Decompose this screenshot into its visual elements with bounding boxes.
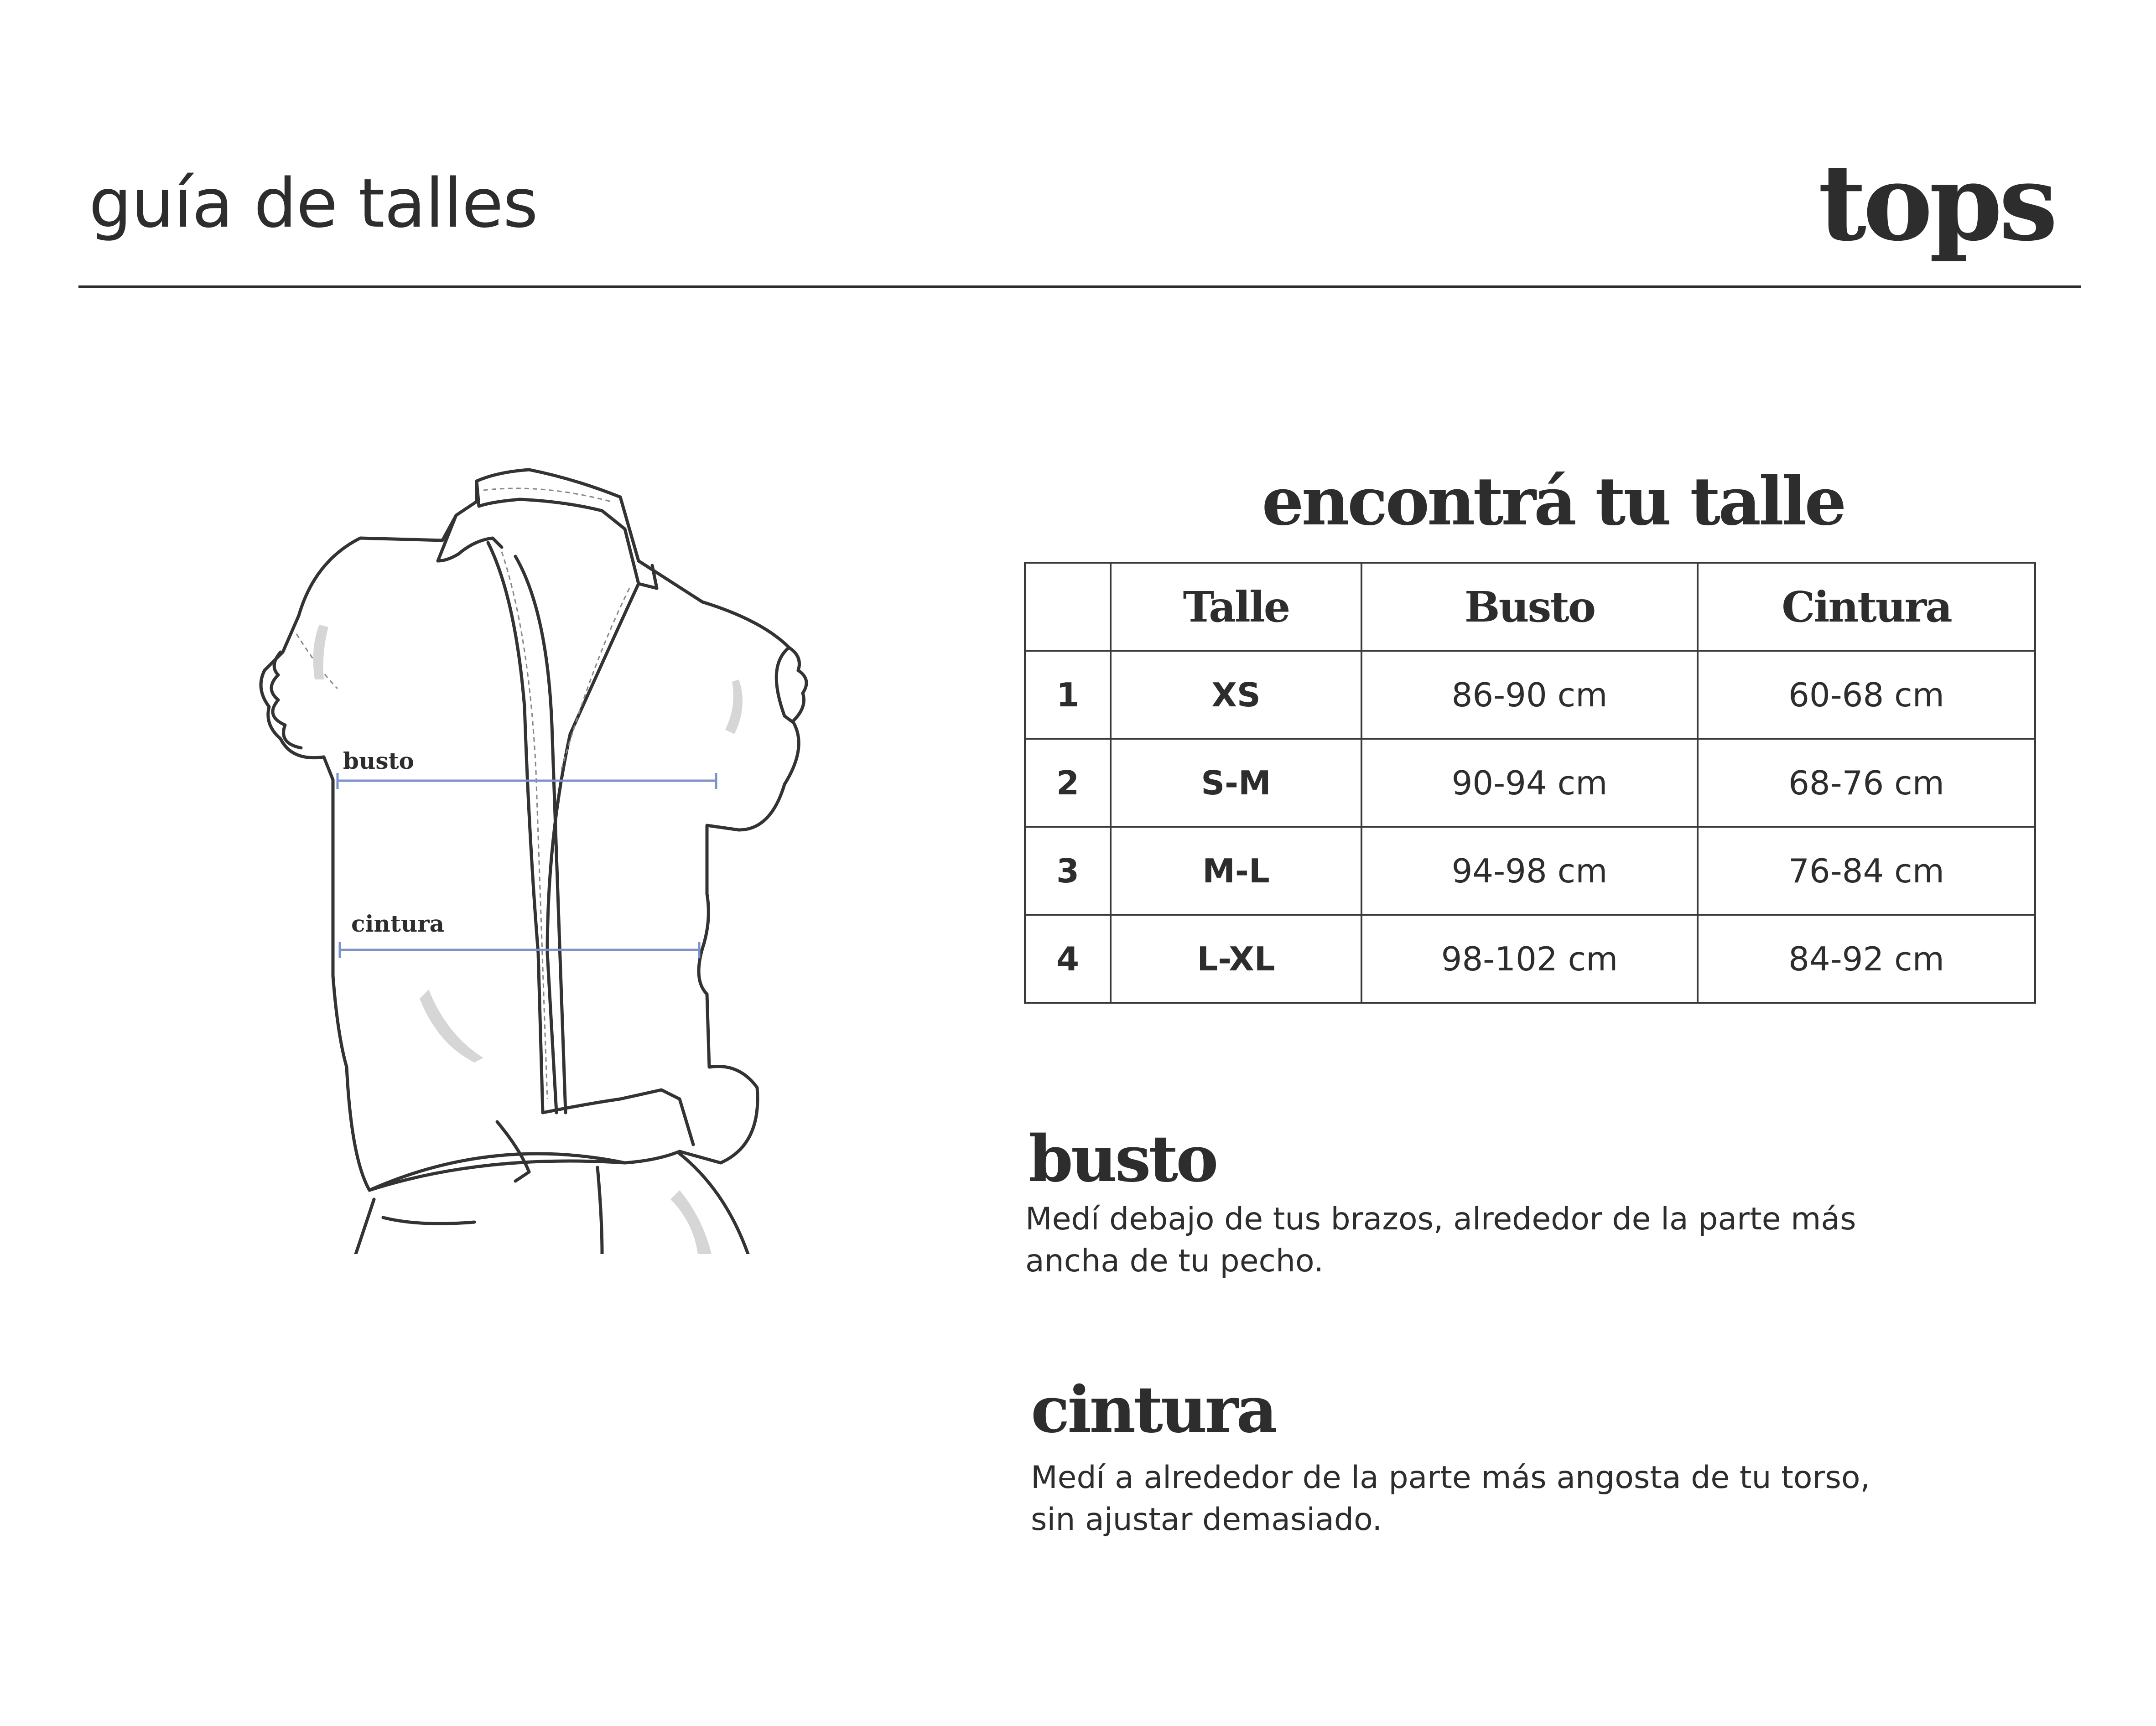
table-row [1025, 827, 2035, 915]
column-header [1025, 563, 1111, 651]
row-number: 2 [1025, 739, 1111, 827]
column-header: Cintura [1698, 563, 2035, 651]
table-header-row [1025, 563, 2035, 651]
size-table [1024, 562, 2036, 1004]
bust-section-text [1025, 1198, 1892, 1282]
column-header: Talle [1111, 563, 1361, 651]
waist-label: cintura [351, 910, 444, 937]
waist-section-title: cintura [1031, 1373, 1276, 1447]
waist-text-line: sin ajustar demasiado. [1031, 1502, 1382, 1538]
category-title: tops [1818, 141, 2054, 264]
waist-text-line: Medí a alrededor de la parte más angosta de tu torso, [1031, 1460, 1870, 1496]
waist-cell: 84-92 cm [1698, 915, 2035, 1003]
waist-cell: 60-68 cm [1698, 651, 2035, 739]
size-cell: XS [1111, 651, 1361, 739]
shirt-illustration [201, 451, 912, 1254]
table-heading: encontrá tu talle [1262, 463, 1844, 540]
row-number: 1 [1025, 651, 1111, 739]
bust-text-line: Medí debajo de tus brazos, alrededor de la parte más [1025, 1201, 1856, 1237]
row-number: 3 [1025, 827, 1111, 915]
bust-section-title: busto [1029, 1122, 1216, 1197]
bust-cell: 86-90 cm [1361, 651, 1698, 739]
header-divider [78, 285, 2081, 288]
size-cell: S-M [1111, 739, 1361, 827]
bust-label: busto [343, 747, 414, 774]
bust-cell: 90-94 cm [1361, 739, 1698, 827]
page-title: guía de talles [89, 164, 538, 243]
size-cell: M-L [1111, 827, 1361, 915]
waist-section-text [1031, 1457, 1897, 1541]
row-number: 4 [1025, 915, 1111, 1003]
pants [356, 1199, 374, 1254]
right-ruffle [789, 648, 806, 720]
table-row [1025, 651, 2035, 739]
table-row [1025, 915, 2035, 1003]
placket [488, 543, 543, 1113]
column-header: Busto [1361, 563, 1698, 651]
waist-cell: 68-76 cm [1698, 739, 2035, 827]
bust-text-line: ancha de tu pecho. [1025, 1243, 1324, 1279]
waist-cell: 76-84 cm [1698, 827, 2035, 915]
bust-cell: 98-102 cm [1361, 915, 1698, 1003]
bust-cell: 94-98 cm [1361, 827, 1698, 915]
size-cell: L-XL [1111, 915, 1361, 1003]
table-row [1025, 739, 2035, 827]
